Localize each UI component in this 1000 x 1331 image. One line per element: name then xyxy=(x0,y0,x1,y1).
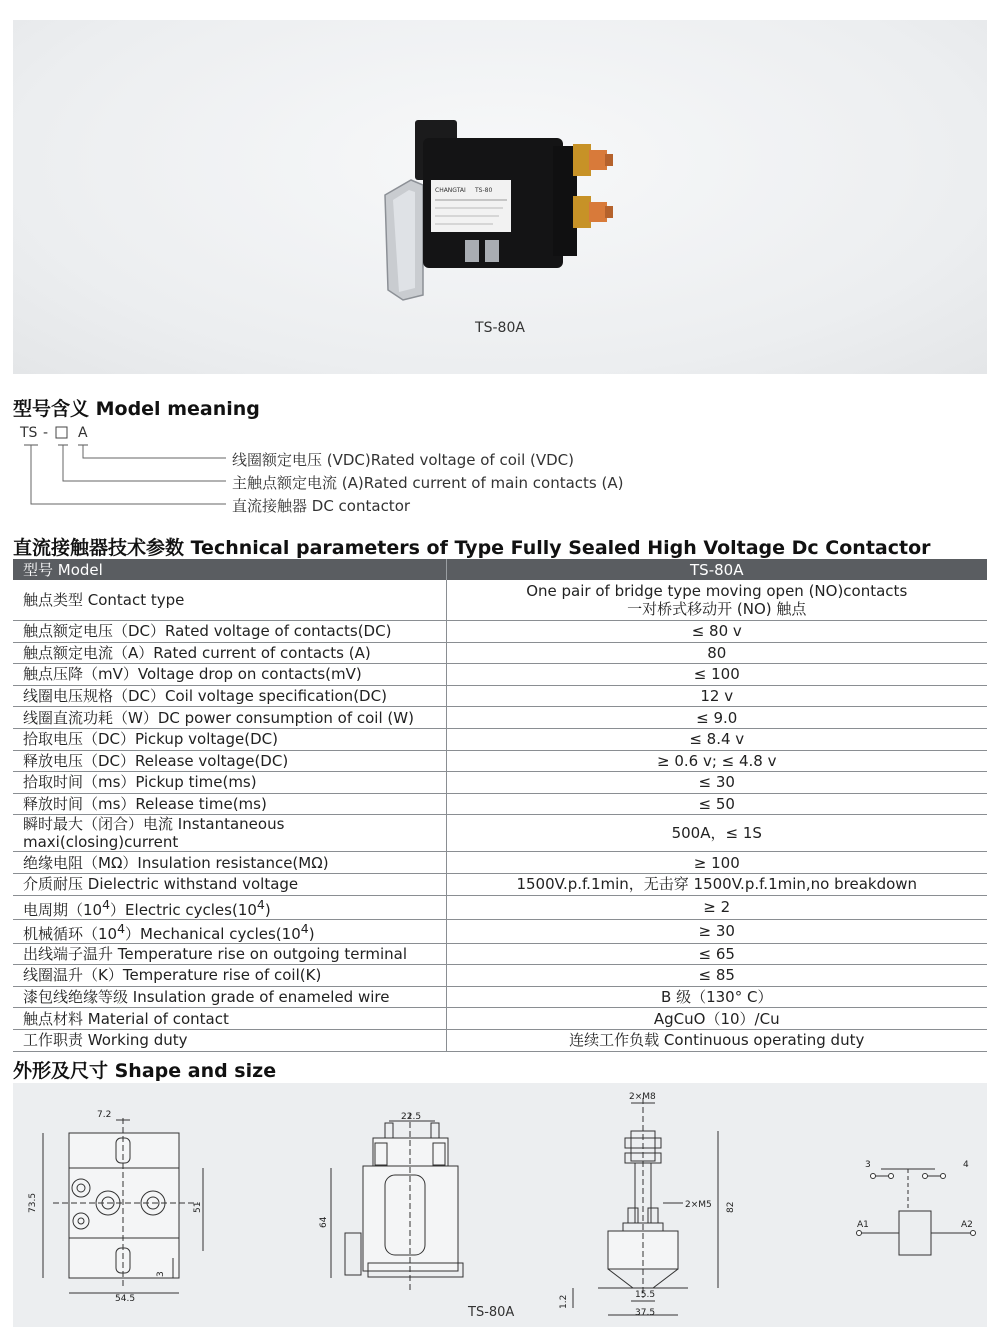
row-value: ≤ 8.4 v xyxy=(446,728,987,750)
row-value: 1500V.p.f.1min，无击穿 1500V.p.f.1min,no breakdown xyxy=(446,873,987,895)
terminal-3-label: 3 xyxy=(865,1160,871,1170)
dim-51: 51 xyxy=(193,1201,203,1213)
row-label xyxy=(13,919,446,943)
row-label: 线圈直流功耗（W）DC power consumption of coil (W) xyxy=(13,707,446,729)
row-label: 漆包线绝缘等级 Insulation grade of enameled wire xyxy=(13,986,446,1008)
row-label: 线圈温升（K）Temperature rise of coil(K) xyxy=(13,965,446,987)
table-row xyxy=(13,852,987,874)
row-value: ≤ 50 xyxy=(446,793,987,815)
superscript: 4 xyxy=(300,920,309,936)
table-row xyxy=(13,943,987,965)
superscript: 4 xyxy=(256,896,265,912)
dim-2xm8: 2×M8 xyxy=(629,1092,656,1102)
table-row xyxy=(13,664,987,686)
dim-15-5: 15.5 xyxy=(635,1290,656,1300)
row-value: ≤ 30 xyxy=(446,772,987,794)
table-row xyxy=(13,793,987,815)
table-row xyxy=(13,965,987,987)
label-model: TS-80 xyxy=(475,187,493,194)
dim-54-5: 54.5 xyxy=(115,1294,136,1304)
legend-coil-voltage: 线圈额定电压 (VDC)Rated voltage of coil (VDC) xyxy=(232,451,574,469)
dim-2xm5: 2×M5 xyxy=(685,1200,712,1210)
contact-type-line2: 一对桥式移动开 (NO) 触点 xyxy=(627,600,807,618)
table-row xyxy=(13,621,987,643)
table-row xyxy=(13,772,987,794)
table-row xyxy=(13,986,987,1008)
top-view-drawing xyxy=(43,1118,203,1293)
table-row xyxy=(13,728,987,750)
label-part: ) xyxy=(308,924,315,943)
label-part: 电周期（10 xyxy=(23,900,103,919)
contact-type-line1: One pair of bridge type moving open (NO)contacts xyxy=(526,582,908,600)
table-row xyxy=(13,815,987,852)
row-value: ≥ 2 xyxy=(446,895,987,919)
table-row xyxy=(13,685,987,707)
row-value: ≤ 100 xyxy=(446,664,987,686)
table-row xyxy=(13,750,987,772)
params-title: 直流接触器技术参数 Technical parameters of Type Fully Sealed High Voltage Dc Contactor xyxy=(13,537,931,559)
row-label xyxy=(13,895,446,919)
hero-caption: TS-80A xyxy=(475,320,525,336)
wiring-schematic xyxy=(857,1169,976,1255)
row-value: AgCuO（10）/Cu xyxy=(446,1008,987,1030)
row-label: 介质耐压 Dielectric withstand voltage xyxy=(13,873,446,895)
row-value: ≤ 9.0 xyxy=(446,707,987,729)
row-value: ≤ 65 xyxy=(446,943,987,965)
row-label: 瞬时最大（闭合）电流 Instantaneous maxi(closing)current xyxy=(13,815,446,852)
row-label: 触点额定电流（A）Rated current of contacts (A) xyxy=(13,642,446,664)
row-value: ≤ 85 xyxy=(446,965,987,987)
code-suffix: A xyxy=(78,425,88,441)
label-brand: CHANGTAI xyxy=(435,187,466,194)
model-meaning-title: 型号含义 Model meaning xyxy=(13,398,260,420)
dim-64: 64 xyxy=(319,1216,329,1228)
dim-73-5: 73.5 xyxy=(28,1192,38,1213)
code-dash: - xyxy=(43,425,49,441)
table-row xyxy=(13,873,987,895)
header-label: 型号 Model xyxy=(13,559,446,580)
dimension-drawings xyxy=(13,1083,987,1327)
dimension-drawing-panel xyxy=(13,1083,987,1327)
drawing-caption: TS-80A xyxy=(468,1305,515,1320)
row-value: 连续工作负载 Continuous operating duty xyxy=(446,1029,987,1051)
table-row xyxy=(13,895,987,919)
row-label: 触点额定电压（DC）Rated voltage of contacts(DC) xyxy=(13,621,446,643)
table-row xyxy=(13,580,987,621)
row-value: ≤ 80 v xyxy=(446,621,987,643)
label-part: ）Mechanical cycles(10 xyxy=(125,924,301,943)
superscript: 4 xyxy=(117,920,126,936)
terminal-a1-label: A1 xyxy=(857,1220,869,1230)
legend-dc-contactor: 直流接触器 DC contactor xyxy=(232,497,411,515)
legend-main-current: 主触点额定电流 (A)Rated current of main contacts (A) xyxy=(232,474,624,492)
table-row xyxy=(13,919,987,943)
header-value: TS-80A xyxy=(446,559,987,580)
label-part: ）Electric cycles(10 xyxy=(110,900,257,919)
row-value xyxy=(446,580,987,621)
row-label: 触点压降（mV）Voltage drop on contacts(mV) xyxy=(13,664,446,686)
row-label: 释放时间（ms）Release time(ms) xyxy=(13,793,446,815)
row-value: ≥ 30 xyxy=(446,919,987,943)
row-value: ≥ 100 xyxy=(446,852,987,874)
dim-7-2: 7.2 xyxy=(97,1110,112,1120)
side-view-drawing xyxy=(331,1113,463,1293)
row-value: 500A，≤ 1S xyxy=(446,815,987,852)
row-label: 触点材料 Material of contact xyxy=(13,1008,446,1030)
params-table xyxy=(13,559,987,1052)
table-row xyxy=(13,1008,987,1030)
table-row xyxy=(13,707,987,729)
terminal-4-label: 4 xyxy=(963,1160,969,1170)
row-label: 释放电压（DC）Release voltage(DC) xyxy=(13,750,446,772)
dim-82: 82 xyxy=(726,1201,736,1213)
row-label: 工作职责 Working duty xyxy=(13,1029,446,1051)
row-value: B 级（130° C） xyxy=(446,986,987,1008)
row-label: 触点类型 Contact type xyxy=(13,580,446,621)
row-value: 12 v xyxy=(446,685,987,707)
row-value: ≥ 0.6 v; ≤ 4.8 v xyxy=(446,750,987,772)
model-meaning-diagram xyxy=(18,425,718,520)
terminal-a2-label: A2 xyxy=(961,1220,973,1230)
dim-37-5: 37.5 xyxy=(635,1308,656,1318)
row-label: 拾取时间（ms）Pickup time(ms) xyxy=(13,772,446,794)
code-prefix: TS xyxy=(20,425,38,441)
dim-22-5: 22.5 xyxy=(401,1112,422,1122)
dim-1-2: 1.2 xyxy=(559,1294,569,1309)
shape-title: 外形及尺寸 Shape and size xyxy=(13,1060,277,1082)
product-photo-panel xyxy=(13,20,987,374)
row-label: 出线端子温升 Temperature rise on outgoing terminal xyxy=(13,943,446,965)
row-value: 80 xyxy=(446,642,987,664)
row-label: 线圈电压规格（DC）Coil voltage specification(DC) xyxy=(13,685,446,707)
table-row xyxy=(13,642,987,664)
dim-3: 3 xyxy=(156,1271,166,1277)
row-label: 拾取电压（DC）Pickup voltage(DC) xyxy=(13,728,446,750)
label-part: 机械循环（10 xyxy=(23,924,118,943)
row-label: 绝缘电阻（MΩ）Insulation resistance(MΩ) xyxy=(13,852,446,874)
table-row xyxy=(13,1029,987,1051)
superscript: 4 xyxy=(102,896,111,912)
label-part: ) xyxy=(264,900,271,919)
params-header-row xyxy=(13,559,987,580)
